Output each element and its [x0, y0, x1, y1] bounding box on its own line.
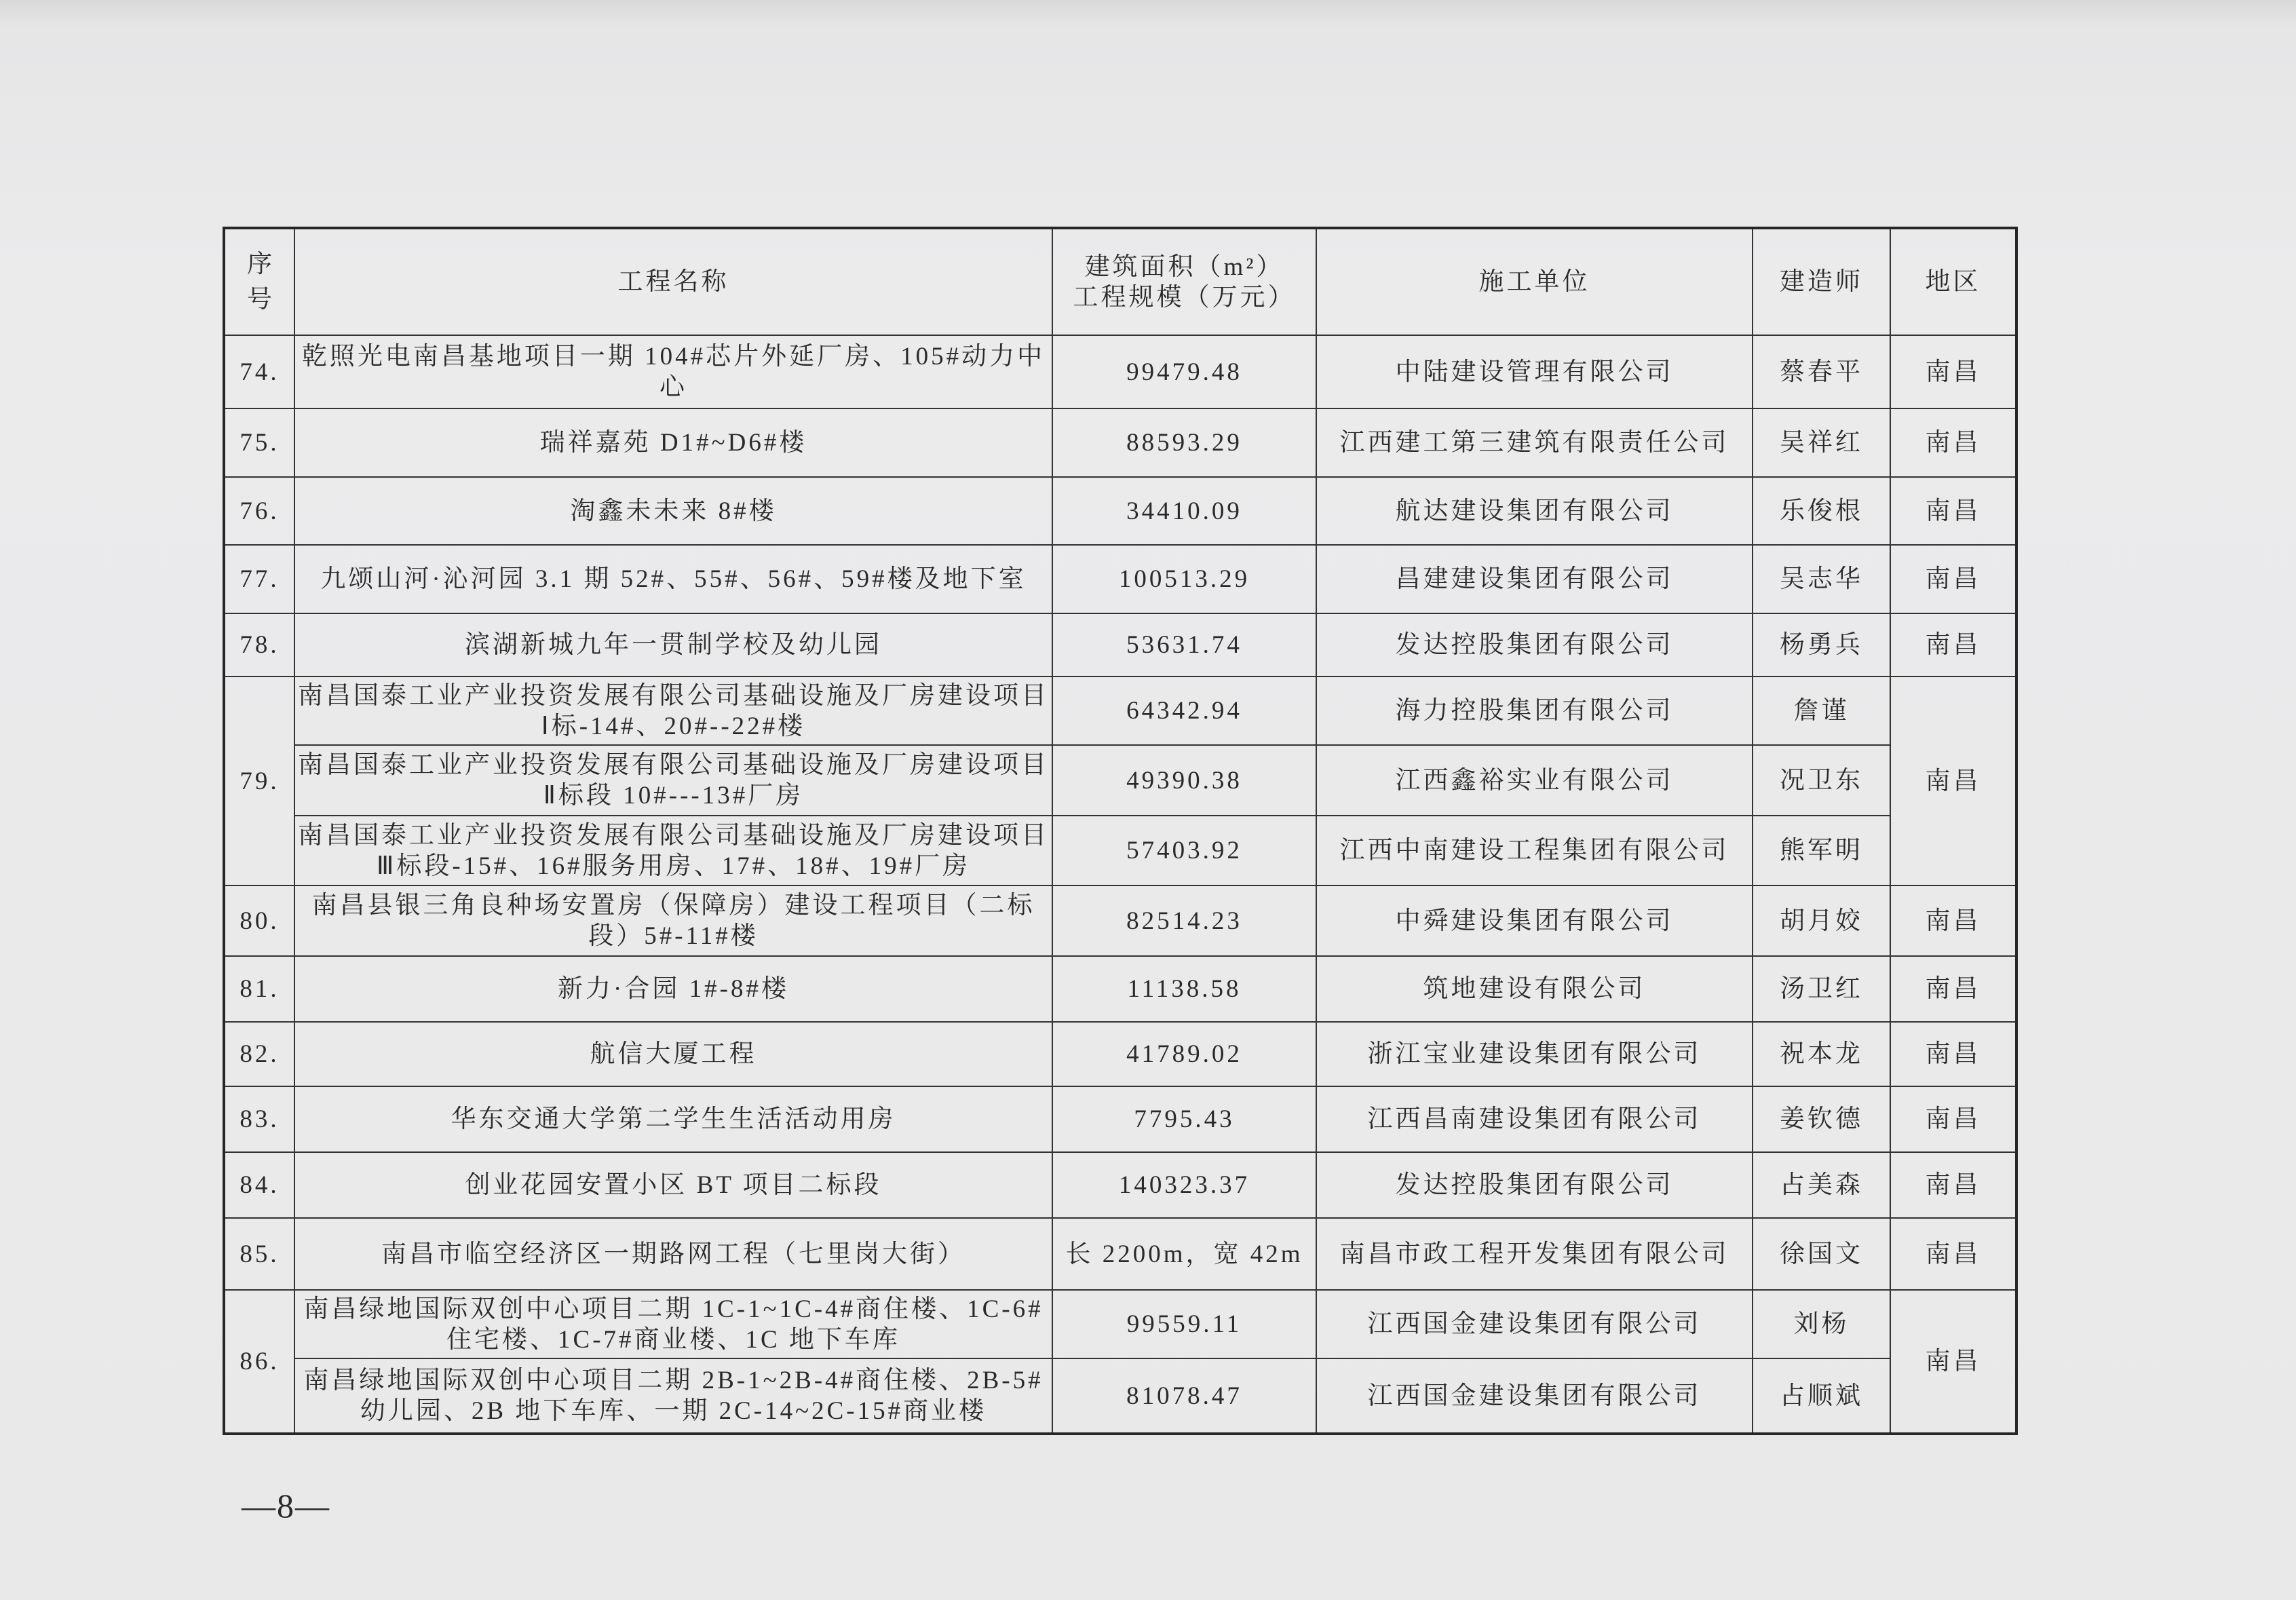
contractor-cell: 筑地建设有限公司 — [1316, 956, 1753, 1022]
table-row — [224, 613, 2016, 677]
row-number-cell: 81. — [224, 956, 294, 1022]
project-name-cell: 南昌市临空经济区一期路网工程（七里岗大街） — [294, 1218, 1052, 1290]
table-row — [224, 816, 2016, 885]
project-table — [223, 227, 2018, 1435]
table-row — [224, 1358, 2016, 1434]
project-name-cell: 南昌国泰工业产业投资发展有限公司基础设施及厂房建设项目Ⅲ标段-15#、16#服务用房、17#、18#、19#厂房 — [294, 816, 1052, 885]
table-row — [224, 545, 2016, 613]
building-area-cell: 99559.11 — [1052, 1290, 1316, 1358]
builder-cell: 刘杨 — [1753, 1290, 1890, 1358]
project-name-cell: 南昌国泰工业产业投资发展有限公司基础设施及厂房建设项目Ⅰ标-14#、20#--22#楼 — [294, 677, 1052, 745]
project-name-cell: 航信大厦工程 — [294, 1022, 1052, 1086]
builder-cell: 詹谨 — [1753, 677, 1890, 745]
builder-cell: 胡月姣 — [1753, 885, 1890, 956]
region-cell: 南昌 — [1890, 1022, 2016, 1086]
builder-cell: 汤卫红 — [1753, 956, 1890, 1022]
region-cell: 南昌 — [1890, 677, 2016, 885]
region-cell: 南昌 — [1890, 885, 2016, 956]
builder-cell: 熊军明 — [1753, 816, 1890, 885]
region-cell: 南昌 — [1890, 1218, 2016, 1290]
project-name-cell: 南昌绿地国际双创中心项目二期 2B-1~2B-4#商住楼、2B-5#幼儿园、2B 地下车库、一期 2C-14~2C-15#商业楼 — [294, 1358, 1052, 1434]
row-number-cell: 82. — [224, 1022, 294, 1086]
contractor-cell: 江西鑫裕实业有限公司 — [1316, 745, 1753, 816]
region-cell: 南昌 — [1890, 545, 2016, 613]
table-row — [224, 1218, 2016, 1290]
row-number-cell: 78. — [224, 613, 294, 677]
building-area-cell: 7795.43 — [1052, 1086, 1316, 1152]
header-number — [224, 228, 294, 335]
table-row — [224, 335, 2016, 408]
builder-cell: 杨勇兵 — [1753, 613, 1890, 677]
row-number-cell: 74. — [224, 335, 294, 408]
table-row — [224, 745, 2016, 816]
row-number-cell: 84. — [224, 1152, 294, 1218]
builder-cell: 吴志华 — [1753, 545, 1890, 613]
row-number-cell: 79. — [224, 677, 294, 885]
region-cell: 南昌 — [1890, 613, 2016, 677]
contractor-cell: 昌建建设集团有限公司 — [1316, 545, 1753, 613]
building-area-cell: 140323.37 — [1052, 1152, 1316, 1218]
building-area-cell: 41789.02 — [1052, 1022, 1316, 1086]
building-area-cell: 88593.29 — [1052, 408, 1316, 477]
project-name-cell: 南昌国泰工业产业投资发展有限公司基础设施及厂房建设项目Ⅱ标段 10#---13#厂房 — [294, 745, 1052, 816]
header-number-label: 序号 — [247, 250, 272, 313]
table-row — [224, 677, 2016, 745]
project-name-cell: 创业花园安置小区 BT 项目二标段 — [294, 1152, 1052, 1218]
builder-cell: 祝本龙 — [1753, 1022, 1890, 1086]
project-name-cell: 南昌县银三角良种场安置房（保障房）建设工程项目（二标段）5#-11#楼 — [294, 885, 1052, 956]
row-number-cell: 85. — [224, 1218, 294, 1290]
building-area-cell: 81078.47 — [1052, 1358, 1316, 1434]
project-name-cell: 瑞祥嘉苑 D1#~D6#楼 — [294, 408, 1052, 477]
builder-cell: 姜钦德 — [1753, 1086, 1890, 1152]
row-number-cell: 80. — [224, 885, 294, 956]
header-region: 地区 — [1890, 228, 2016, 335]
contractor-cell: 海力控股集团有限公司 — [1316, 677, 1753, 745]
header-building-area — [1052, 228, 1316, 335]
building-area-cell: 长 2200m，宽 42m — [1052, 1218, 1316, 1290]
header-area-line2: 工程规模（万元） — [1073, 283, 1296, 311]
page-number: —8— — [242, 1487, 330, 1525]
contractor-cell: 江西国金建设集团有限公司 — [1316, 1290, 1753, 1358]
builder-cell: 徐国文 — [1753, 1218, 1890, 1290]
table-row — [224, 477, 2016, 545]
contractor-cell: 发达控股集团有限公司 — [1316, 613, 1753, 677]
header-contractor: 施工单位 — [1316, 228, 1753, 335]
contractor-cell: 中陆建设管理有限公司 — [1316, 335, 1753, 408]
builder-cell: 况卫东 — [1753, 745, 1890, 816]
contractor-cell: 发达控股集团有限公司 — [1316, 1152, 1753, 1218]
builder-cell: 占顺斌 — [1753, 1358, 1890, 1434]
row-number-cell: 75. — [224, 408, 294, 477]
row-number-cell: 83. — [224, 1086, 294, 1152]
contractor-cell: 江西国金建设集团有限公司 — [1316, 1358, 1753, 1434]
project-name-cell: 乾照光电南昌基地项目一期 104#芯片外延厂房、105#动力中心 — [294, 335, 1052, 408]
row-number-cell: 86. — [224, 1290, 294, 1434]
contractor-cell: 江西中南建设工程集团有限公司 — [1316, 816, 1753, 885]
header-project-name: 工程名称 — [294, 228, 1052, 335]
table-row — [224, 1086, 2016, 1152]
project-name-cell: 新力·合园 1#-8#楼 — [294, 956, 1052, 1022]
table-row — [224, 885, 2016, 956]
row-number-cell: 77. — [224, 545, 294, 613]
region-cell: 南昌 — [1890, 335, 2016, 408]
region-cell: 南昌 — [1890, 956, 2016, 1022]
building-area-cell: 11138.58 — [1052, 956, 1316, 1022]
region-cell: 南昌 — [1890, 408, 2016, 477]
region-cell: 南昌 — [1890, 1152, 2016, 1218]
header-builder: 建造师 — [1753, 228, 1890, 335]
builder-cell: 蔡春平 — [1753, 335, 1890, 408]
building-area-cell: 49390.38 — [1052, 745, 1316, 816]
project-name-cell: 淘鑫未未来 8#楼 — [294, 477, 1052, 545]
project-name-cell: 九颂山河·沁河园 3.1 期 52#、55#、56#、59#楼及地下室 — [294, 545, 1052, 613]
building-area-cell: 99479.48 — [1052, 335, 1316, 408]
project-name-cell: 华东交通大学第二学生生活活动用房 — [294, 1086, 1052, 1152]
project-name-cell: 滨湖新城九年一贯制学校及幼儿园 — [294, 613, 1052, 677]
contractor-cell: 中舜建设集团有限公司 — [1316, 885, 1753, 956]
contractor-cell: 江西建工第三建筑有限责任公司 — [1316, 408, 1753, 477]
building-area-cell: 34410.09 — [1052, 477, 1316, 545]
contractor-cell: 江西昌南建设集团有限公司 — [1316, 1086, 1753, 1152]
table-row — [224, 1290, 2016, 1358]
region-cell: 南昌 — [1890, 1290, 2016, 1434]
table-header-row — [224, 228, 2016, 335]
building-area-cell: 100513.29 — [1052, 545, 1316, 613]
building-area-cell: 64342.94 — [1052, 677, 1316, 745]
building-area-cell: 53631.74 — [1052, 613, 1316, 677]
table-row — [224, 408, 2016, 477]
building-area-cell: 57403.92 — [1052, 816, 1316, 885]
header-area-line1: 建筑面积（m²） — [1084, 252, 1284, 281]
row-number-cell: 76. — [224, 477, 294, 545]
building-area-cell: 82514.23 — [1052, 885, 1316, 956]
table-row — [224, 1022, 2016, 1086]
contractor-cell: 航达建设集团有限公司 — [1316, 477, 1753, 545]
builder-cell: 吴祥红 — [1753, 408, 1890, 477]
region-cell: 南昌 — [1890, 1086, 2016, 1152]
builder-cell: 乐俊根 — [1753, 477, 1890, 545]
table-row — [224, 956, 2016, 1022]
builder-cell: 占美森 — [1753, 1152, 1890, 1218]
contractor-cell: 南昌市政工程开发集团有限公司 — [1316, 1218, 1753, 1290]
contractor-cell: 浙江宝业建设集团有限公司 — [1316, 1022, 1753, 1086]
table-row — [224, 1152, 2016, 1218]
region-cell: 南昌 — [1890, 477, 2016, 545]
project-name-cell: 南昌绿地国际双创中心项目二期 1C-1~1C-4#商住楼、1C-6#住宅楼、1C-7#商业楼、1C 地下车库 — [294, 1290, 1052, 1358]
